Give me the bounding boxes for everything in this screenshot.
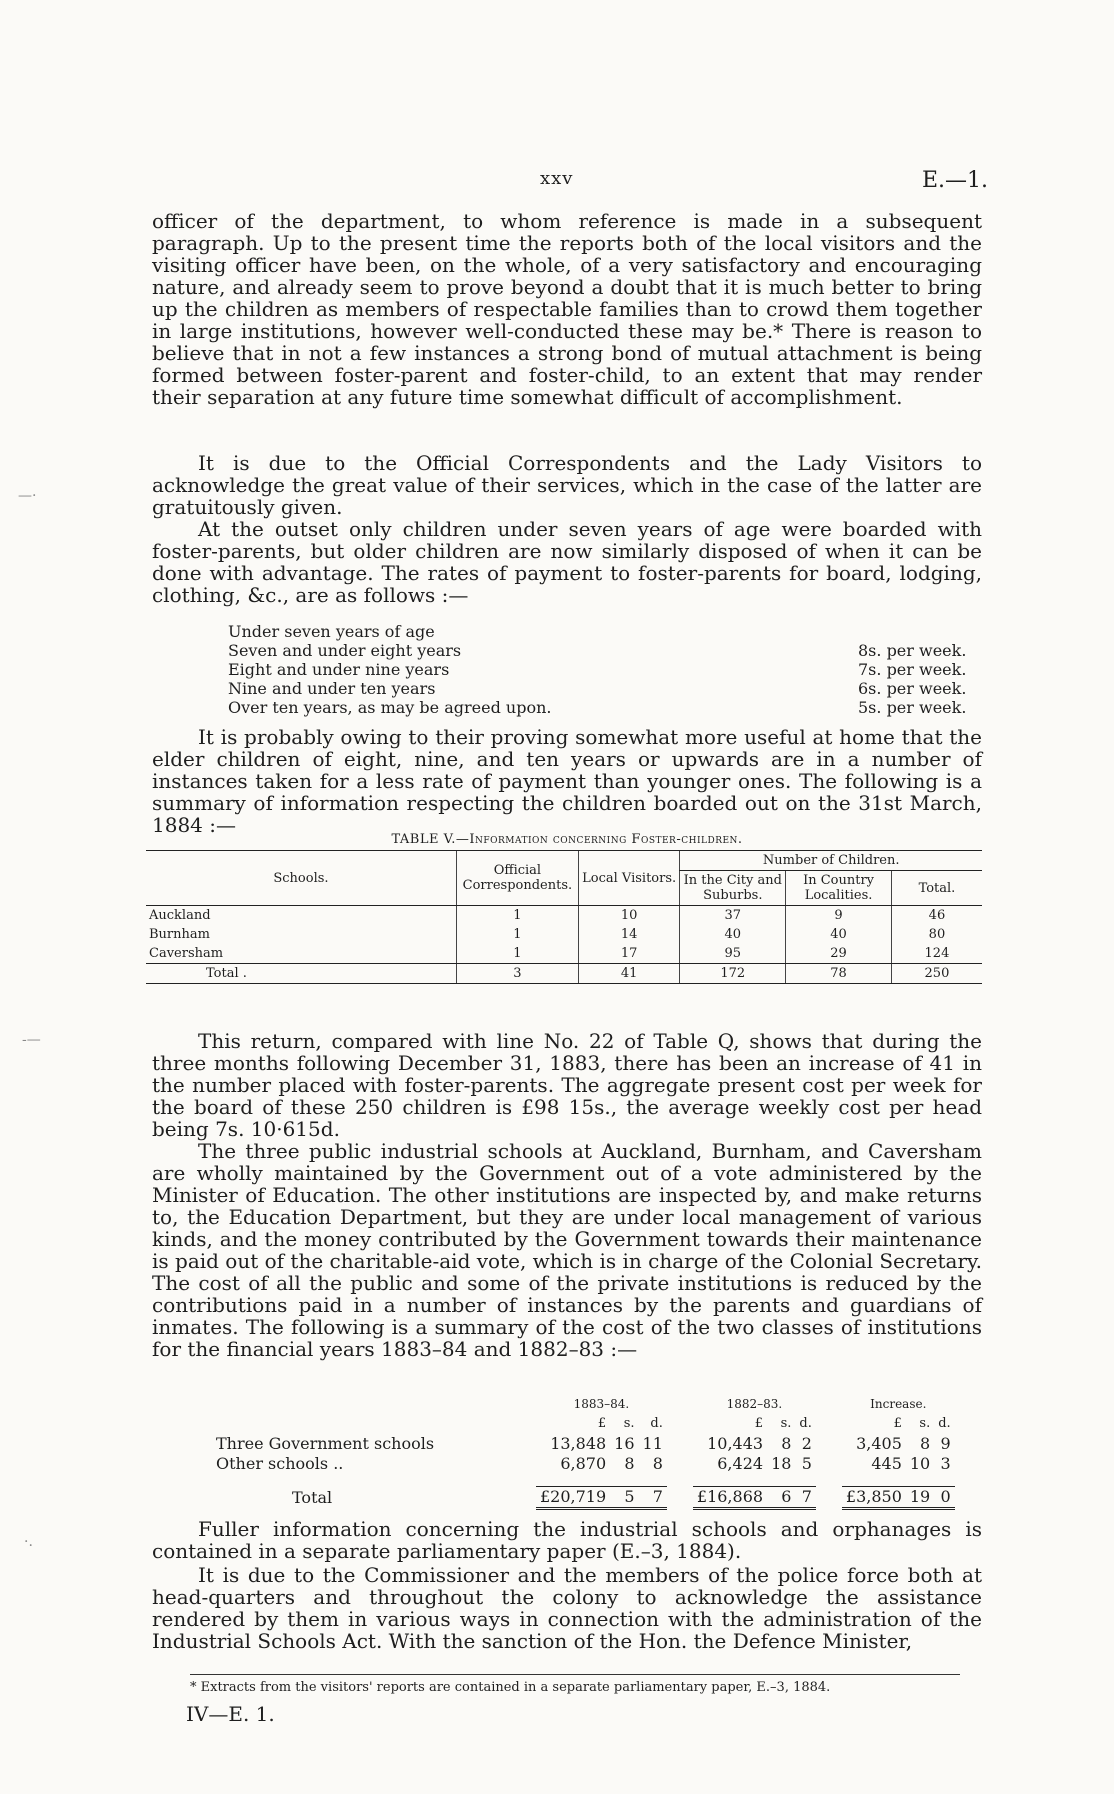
- paragraph-8: It is due to the Commissioner and the members of the police force both at head-quarters and throughout the colony to acknowledge the assistance rendered by them in various ways in connection with the administration of the Industrial Schools Act. With the sanction of the Hon. the Defence Minister,: [152, 1563, 982, 1653]
- margin-mark: —·: [18, 488, 37, 504]
- institution-cost-table: 1883–84. 1882–83. Increase. £ s. d. £ s. d. £ s. d. Three Government schools 13,848 16 11 10,443 8 2 3,405 8 9 Other schools .. 6,870 8 8 6,424 18 5 445 10 3 Total £20,719 5 7 £16,868 6 7 £3,850 19 0: [212, 1394, 955, 1510]
- document-reference: E.—1.: [922, 168, 989, 193]
- rate-row: Nine and under ten years 6s. per week.: [228, 679, 967, 698]
- paragraph-5: This return, compared with line No. 22 of Table Q, shows that during the three months following December 31, 1883, there has been an increase of 41 in the number placed with foster-parents. The aggregate present cost per week for the board of these 250 children is £98 15s., the average weekly cost per head being 7s. 10·615d.: [152, 1029, 982, 1141]
- rate-row: Under seven years of age: [228, 622, 435, 641]
- paragraph-3: At the outset only children under seven years of age were boarded with foster-parents, but older children are now similarly disposed of when it can be done with advantage. The rates of payment to foster-parents for board, lodging, clothing, &c., are as follows :—: [152, 517, 982, 607]
- rate-row: Seven and under eight years 8s. per week.: [228, 641, 967, 660]
- table-total-row: Total . 3 41 172 78 250: [146, 964, 982, 984]
- header-total: Total.: [891, 871, 982, 906]
- header-city: In the City and Suburbs.: [680, 871, 786, 906]
- rate-row: Eight and under nine years 7s. per week.: [228, 660, 967, 679]
- header-schools: Schools.: [146, 851, 456, 906]
- header-number-of-children: Number of Children.: [680, 851, 982, 871]
- year-1882-83: 1882–83.: [726, 1397, 783, 1411]
- signature-mark: IV—E. 1.: [186, 1702, 275, 1726]
- table-row: Three Government schools 13,848 16 11 10,443 8 2 3,405 8 9: [216, 1434, 951, 1453]
- paragraph-1: officer of the department, to whom reference is made in a subsequent paragraph. Up to the present time the reports both of the local visitors and the visiting officer have been, on the whole, of a very satisfactory and encouraging nature, and already seem to prove beyond a doubt that it is much better to bring up the children as members of respectable families than to crowd them together in large institutions, however well-conducted these may be.* There is reason to believe that in not a few instances a strong bond of mutual attachment is being formed between foster-parent and foster-child, to an extent that may render their separation at any future time somewhat difficult of accomplishment.: [152, 209, 982, 409]
- table-caption: TABLE V.—Information concerning Foster-children.: [391, 832, 743, 847]
- paragraph-2: It is due to the Official Correspondents and the Lady Visitors to acknowledge the great value of their services, which in the case of the latter are gratuitously given.: [152, 451, 982, 519]
- footnote: * Extracts from the visitors' reports are contained in a separate parliamentary paper, E.–3, 1884.: [190, 1680, 831, 1695]
- margin-mark: ·.: [24, 1534, 33, 1550]
- table-row: Auckland 1 10 37 9 46: [146, 906, 982, 926]
- footnote-rule: [190, 1674, 960, 1675]
- paragraph-4: It is probably owing to their proving somewhat more useful at home that the elder children of eight, nine, and ten years or upwards are in a number of instances taken for a less rate of payment than younger ones. The following is a summary of information respecting the children boarded out on the 31st March, 1884 :—: [152, 725, 982, 837]
- increase-column: Increase.: [870, 1397, 927, 1411]
- foster-children-table: [146, 850, 982, 984]
- header-local: Local Visitors.: [578, 851, 680, 906]
- page-number: xxv: [540, 168, 574, 189]
- header-country: In Country Localities.: [786, 871, 892, 906]
- table-total-row: Total £20,719 5 7 £16,868 6 7 £3,850 19 0: [212, 1487, 955, 1509]
- paragraph-6: The three public industrial schools at Auckland, Burnham, and Caversham are wholly maintained by the Government out of a vote administered by the Minister of Education. The other institutions are inspected by, and make returns to, the Education Department, but they are under local management of various kinds, and the money contributed by the Government towards their maintenance is paid out of the charitable-aid vote, which is in charge of the Colonial Secretary. The cost of all the public and some of the private institutions is reduced by the contributions paid in a number of instances by the parents and guardians of inmates. The following is a summary of the cost of the two classes of institutions for the financial years 1883–84 and 1882–83 :—: [152, 1139, 983, 1361]
- margin-mark: -—: [22, 1032, 41, 1048]
- table-row: Caversham 1 17 95 29 124: [146, 944, 982, 964]
- table-row: Other schools .. 6,870 8 8 6,424 18 5 445 10 3: [216, 1454, 951, 1473]
- year-1883-84: 1883–84.: [573, 1397, 630, 1411]
- header-official: Official Correspondents.: [456, 851, 578, 906]
- rate-row: Over ten years, as may be agreed upon. 5s. per week.: [228, 698, 967, 717]
- table-row: Burnham 1 14 40 40 80: [146, 925, 982, 944]
- payment-rates-list: [228, 622, 988, 717]
- paragraph-7: Fuller information concerning the industrial schools and orphanages is contained in a separate parliamentary paper (E.–3, 1884).: [152, 1517, 982, 1563]
